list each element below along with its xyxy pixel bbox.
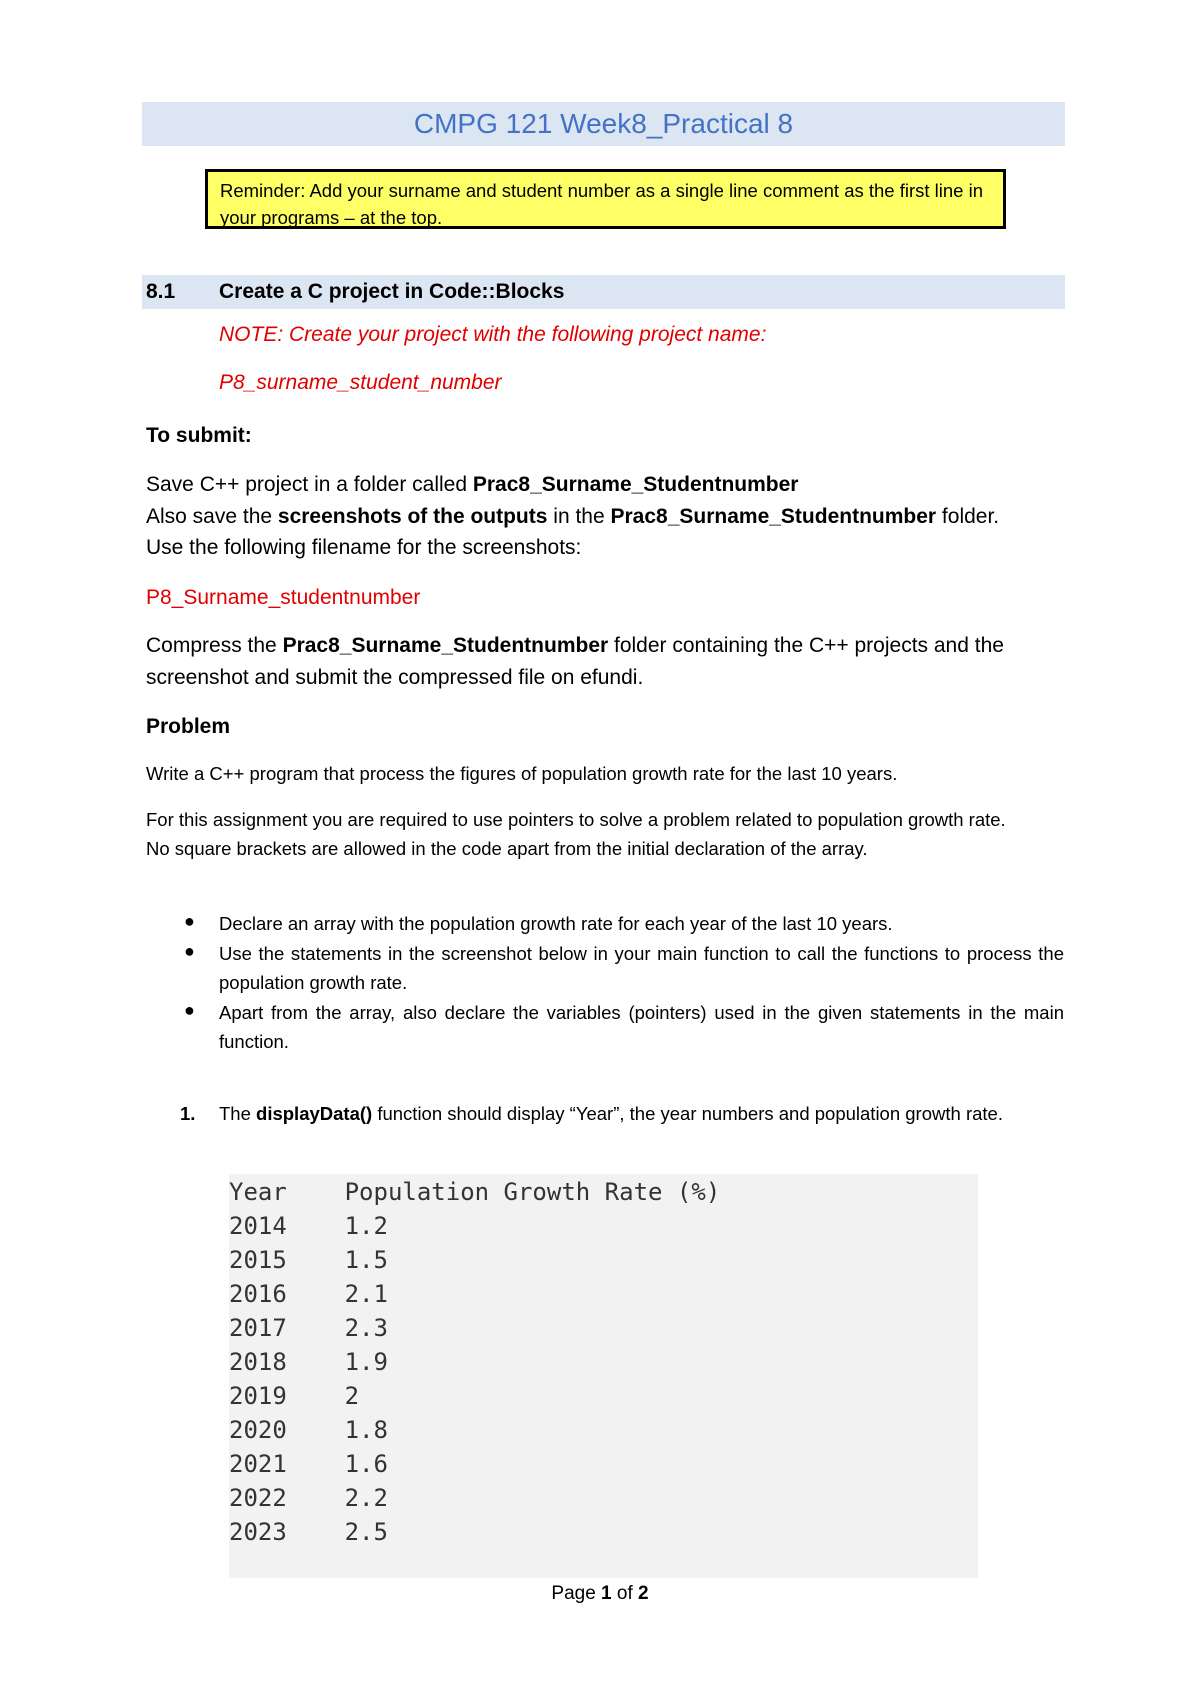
console-year: 2023: [229, 1518, 287, 1546]
problem-para-1: Write a C++ program that process the figures of population growth rate for the last 10 years.: [146, 763, 898, 784]
console-header-rate: Population Growth Rate (%): [344, 1178, 721, 1206]
console-row: [229, 1382, 359, 1410]
project-name: P8_surname_student_number: [219, 371, 502, 394]
page-prefix: Page: [551, 1583, 602, 1604]
console-year: 2019: [229, 1382, 287, 1410]
page-footer: [0, 1583, 1200, 1605]
console-row: [229, 1484, 388, 1512]
note-line: NOTE: Create your project with the following project name:: [219, 323, 767, 346]
console-rate: 1.2: [344, 1212, 388, 1240]
console-row: [229, 1314, 388, 1342]
section-title: Create a C project in Code::Blocks: [219, 280, 565, 303]
console-rate: 2.2: [344, 1484, 388, 1512]
console-row: [229, 1212, 388, 1240]
item-1-prefix: The: [219, 1103, 257, 1124]
console-year: 2021: [229, 1450, 287, 1478]
compress-folder: Prac8_Surname_Studentnumber: [282, 634, 609, 657]
console-year: 2014: [229, 1212, 287, 1240]
bullet-dot: ●: [184, 941, 195, 961]
screenshot-filename: P8_Surname_studentnumber: [146, 586, 421, 609]
console-row: [229, 1518, 388, 1546]
folder-name: Prac8_Surname_Studentnumber: [472, 473, 799, 496]
compress-suffix: folder containing the C++ projects and the screenshot and submit the compressed file on efundi.: [146, 634, 1004, 689]
console-rate: 1.6: [344, 1450, 388, 1478]
page-of: of: [611, 1583, 639, 1604]
submit-line-2-mid: in the: [547, 505, 611, 528]
console-year: 2020: [229, 1416, 287, 1444]
bullet-dot: ●: [184, 1000, 195, 1020]
bullet-item: Apart from the array, also declare the variables (pointers) used in the given statements in the main function.: [219, 1002, 1064, 1052]
submit-heading: To submit:: [146, 424, 252, 447]
console-rate: 1.9: [344, 1348, 388, 1376]
console-rate: 2.1: [344, 1280, 388, 1308]
reminder-box: Reminder: Add your surname and student number as a single line comment as the first line in your programs – at the top.: [205, 169, 1006, 229]
submit-line-2-prefix: Also save the: [146, 505, 278, 528]
console-header: [229, 1178, 720, 1206]
item-1-text: [219, 1099, 1064, 1128]
console-year: 2022: [229, 1484, 287, 1512]
submit-line-2: [146, 501, 1066, 533]
item-1-suffix: function should display “Year”, the year numbers and population growth rate.: [372, 1103, 1003, 1124]
console-row: [229, 1246, 388, 1274]
submit-line-2-suffix: folder.: [936, 505, 1000, 528]
compress-prefix: Compress the: [146, 634, 283, 657]
compress-paragraph: [146, 630, 1066, 694]
console-row: [229, 1348, 388, 1376]
item-number: 1.: [180, 1103, 196, 1124]
section-number: 8.1: [146, 280, 176, 303]
console-row: [229, 1450, 388, 1478]
console-rate: 2: [344, 1382, 360, 1410]
submit-line-1-prefix: Save C++ project in a folder called: [146, 473, 473, 496]
console-year: 2017: [229, 1314, 287, 1342]
submit-line-1: [146, 469, 1066, 501]
console-row: [229, 1416, 388, 1444]
page-total: 2: [638, 1583, 649, 1604]
bullet-dot: ●: [184, 911, 195, 931]
problem-heading: Problem: [146, 715, 231, 738]
console-rate: 2.3: [344, 1314, 388, 1342]
console-year: 2015: [229, 1246, 287, 1274]
bullet-item: Declare an array with the population growth rate for each year of the last 10 years.: [219, 913, 893, 934]
console-rate: 1.8: [344, 1416, 388, 1444]
folder-name-2: Prac8_Surname_Studentnumber: [610, 505, 937, 528]
page-number: 1: [601, 1583, 612, 1604]
screenshots-bold: screenshots of the outputs: [277, 505, 548, 528]
console-year: 2016: [229, 1280, 287, 1308]
console-row: [229, 1280, 388, 1308]
submit-line-3: Use the following filename for the screenshots:: [146, 536, 582, 559]
console-year: 2018: [229, 1348, 287, 1376]
problem-para-2: For this assignment you are required to use pointers to solve a problem related to population growth rate. No square brackets are allowed in the code apart from the initial declaration of the array.: [146, 809, 1006, 859]
console-header-year: Year: [229, 1178, 287, 1206]
bullet-item: Use the statements in the screenshot below in your main function to call the functions to process the population growth rate.: [219, 943, 1064, 993]
page-title: CMPG 121 Week8_Practical 8: [413, 108, 794, 139]
console-rate: 1.5: [344, 1246, 388, 1274]
function-name: displayData(): [256, 1103, 373, 1124]
console-rate: 2.5: [344, 1518, 388, 1546]
